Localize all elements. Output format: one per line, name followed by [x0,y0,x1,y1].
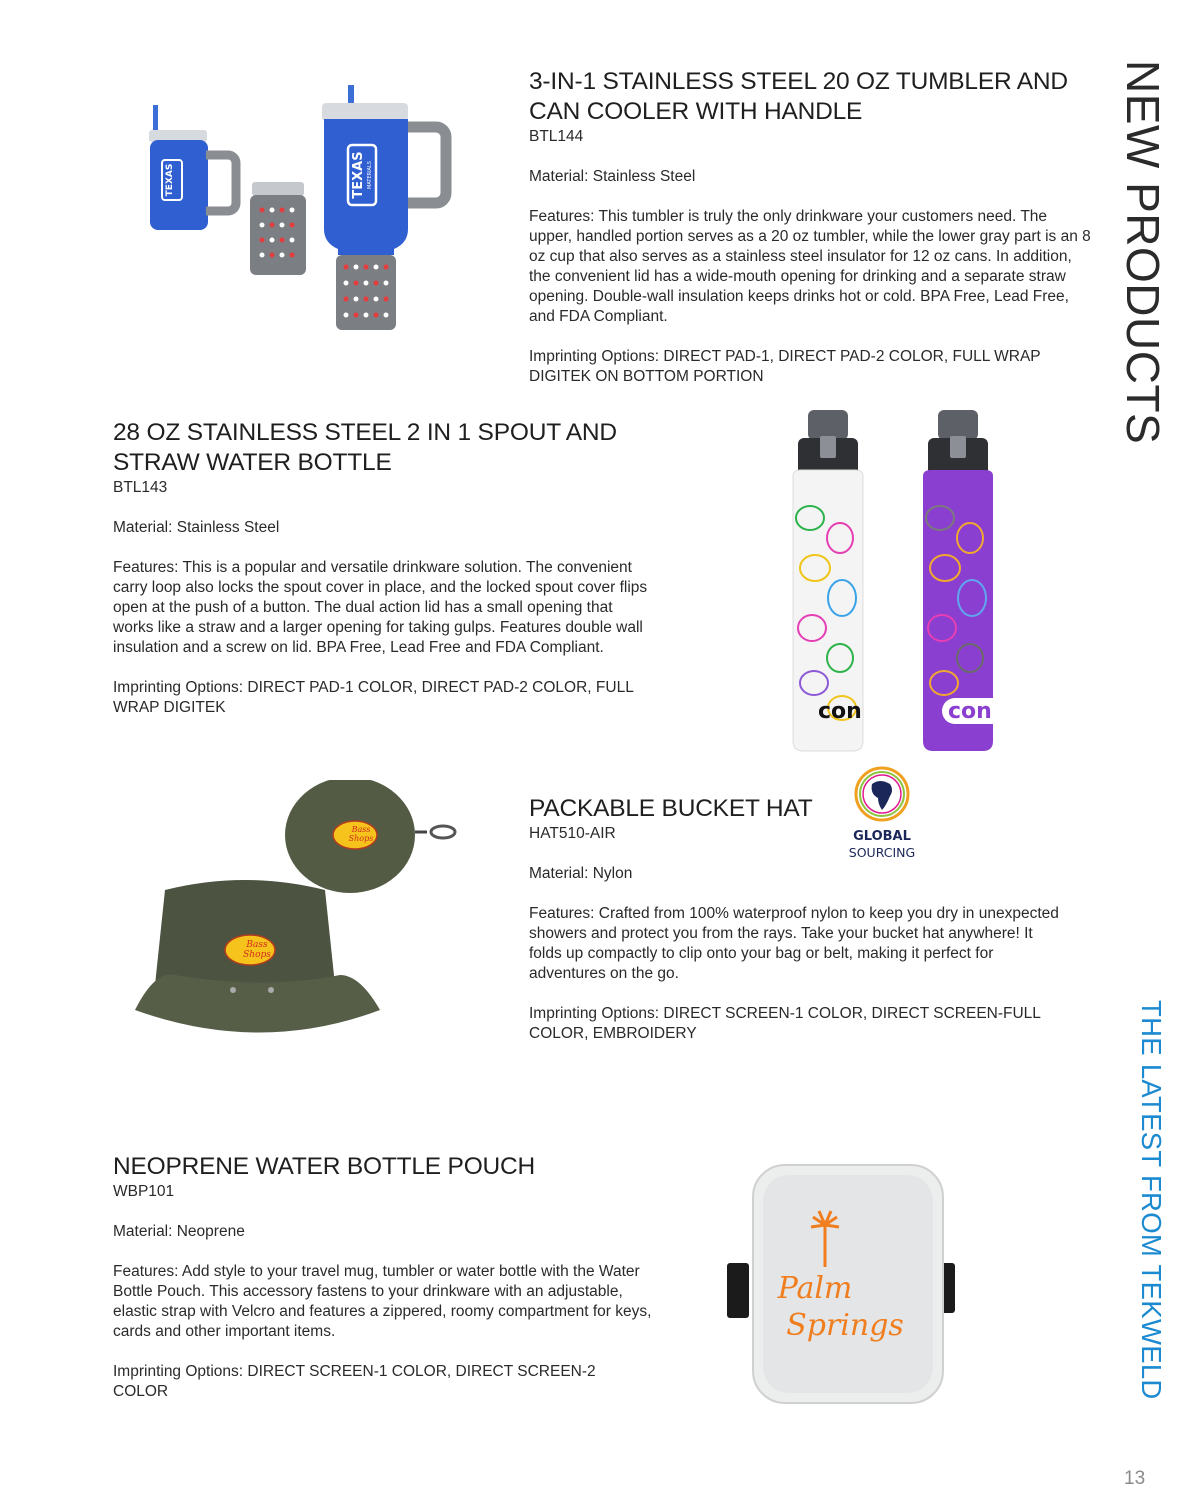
bottle-illustration [790,408,1020,753]
product-imprinting: Imprinting Options: DIRECT SCREEN-1 COLOR, DIRECT SCREEN-2 COLOR [113,1363,596,1400]
svg-text:Bass: Bass [246,940,268,950]
svg-text:Shops: Shops [243,950,271,960]
product-title [529,67,1094,127]
product-btl144 [529,67,1094,387]
svg-text:Bass: Bass [351,825,371,834]
product-imprinting: Imprinting Options: DIRECT SCREEN-1 COLOR, DIRECT SCREEN-FULL COLOR, EMBROIDERY [529,1005,1041,1042]
product-image-tumbler [140,85,470,335]
section-title: NEW PRODUCTS [1117,60,1169,445]
product-sku: WBP101 [113,1183,175,1200]
product-title: PACKABLE BUCKET HAT [529,795,813,822]
product-image-bucket-hat [125,780,475,1070]
product-features: Features: Add style to your travel mug, tumbler or water bottle with the Water Bottle Pouch. This accessory fastens to your drinkware with an adjustable, elastic strap with Velcro and features a zippered, roomy compartment for keys, cards and other important items. [113,1263,652,1340]
product-wbp101 [113,1152,653,1402]
svg-text:Palm: Palm [777,1271,853,1306]
section-subtitle: THE LATEST FROM TEKWELD [1136,1000,1167,1400]
section-title-vertical [1118,60,1168,490]
page-number: 13 [1124,1468,1146,1489]
product-image-bottles [790,408,1020,753]
product-imprinting: Imprinting Options: DIRECT PAD-1 COLOR, DIRECT PAD-2 COLOR, FULL WRAP DIGITEK [113,679,634,716]
pouch-illustration [725,1163,960,1408]
product-features: Features: This is a popular and versatile drinkware solution. The convenient carry loop also locks the spout cover in place, and the locked spout cover flips open at the push of a button. The dual action lid has a small opening that works like a straw and a larger opening for taking gulps. Features double wall insulation and a screw on lid. BPA Free, Lead Free and FDA Compliant. [113,559,648,656]
svg-text:Springs: Springs [786,1308,904,1343]
product-title: NEOPRENE WATER BOTTLE POUCH [113,1153,536,1180]
svg-text:Shops: Shops [348,834,374,843]
product-title-line: 28 OZ STAINLESS STEEL 2 IN 1 SPOUT AND [113,419,617,446]
product-image-pouch [725,1163,960,1408]
section-subtitle-vertical [1134,1000,1170,1430]
product-title-line: CAN COOLER WITH HANDLE [529,98,863,125]
global-sourcing-badge [838,766,926,860]
product-material: Material: Stainless Steel [529,168,696,185]
product-features: Features: Crafted from 100% waterproof nylon to keep you dry in unexpected showers and protect you from the rays. Take your bucket hat anywhere! It folds up compactly to clip onto your bag or belt, making it perfect for adventures on the go. [529,905,1059,982]
product-features: Features: This tumbler is truly the only drinkware your customers need. The upper, handled portion serves as a 20 oz tumbler, while the lower gray part is an 8 oz cup that also serves as a stainless steel insulator for 12 oz cans. In addition, the convenient lid has a wide-mouth opening for drinking and a separate straw opening. Double-wall insulation keeps drinks hot or cold. BPA Free, Lead Free, and FDA Compliant. [529,208,1091,325]
globe-icon [838,766,926,822]
product-hat510-air [529,794,1069,1044]
product-material: Material: Stainless Steel [113,519,280,536]
product-title-line: 3-IN-1 STAINLESS STEEL 20 OZ TUMBLER AND [529,68,1068,95]
product-title [113,418,653,478]
product-sku: BTL144 [529,128,584,145]
hat-illustration [125,780,475,1070]
badge-line-1: GLOBAL [853,829,911,844]
product-material: Material: Nylon [529,865,633,882]
svg-text:con: con [818,699,862,724]
svg-text:TEXAS: TEXAS [165,163,175,197]
product-sku: BTL143 [113,479,168,496]
product-imprinting: Imprinting Options: DIRECT PAD-1, DIRECT PAD-2 COLOR, FULL WRAP DIGITEK ON BOTTOM PORTION [529,348,1041,385]
badge-line-2: SOURCING [848,845,916,860]
svg-text:MATERIALS: MATERIALS [367,161,373,189]
svg-text:TEXAS: TEXAS [351,151,366,199]
product-title-line: STRAW WATER BOTTLE [113,449,392,476]
product-sku: HAT510-AIR [529,825,616,842]
product-btl143 [113,418,653,718]
tumbler-illustration [140,85,470,335]
svg-text:con: con [948,699,992,724]
product-material: Material: Neoprene [113,1223,245,1240]
